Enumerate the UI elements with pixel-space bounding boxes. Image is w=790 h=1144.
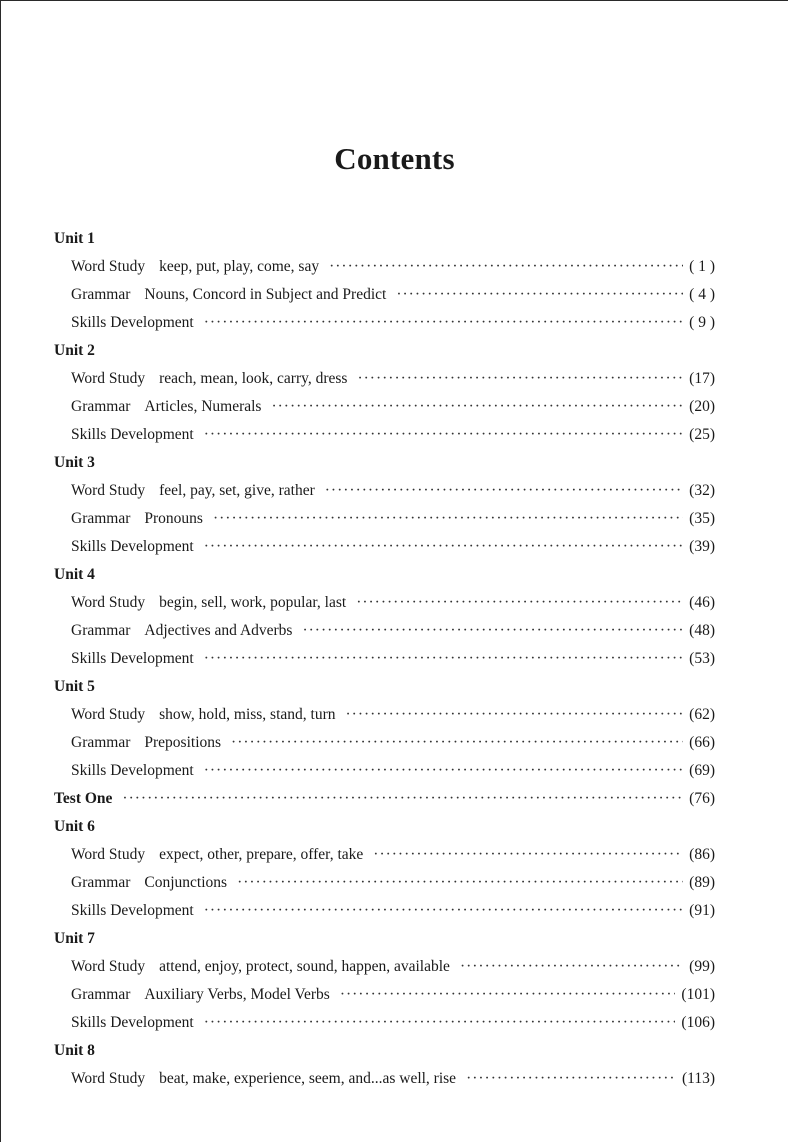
dot-leader: [231, 729, 683, 757]
page-number: ( 1 ): [689, 258, 715, 275]
page-number: (20): [689, 398, 715, 415]
toc-entry[interactable]: [54, 589, 715, 617]
toc-entry[interactable]: [54, 897, 715, 925]
dot-leader: [204, 645, 683, 673]
dot-leader: [340, 981, 676, 1009]
page-number: (53): [689, 650, 715, 667]
toc-entry[interactable]: [54, 505, 715, 533]
toc-entry[interactable]: [54, 841, 715, 869]
entry-category: Grammar: [71, 510, 131, 527]
toc-entry[interactable]: [54, 757, 715, 785]
unit-heading: Unit 3: [54, 454, 95, 471]
toc-entry[interactable]: [54, 421, 715, 449]
entry-topic: attend, enjoy, protect, sound, happen, available: [159, 958, 450, 975]
entry-category: Word Study: [71, 482, 146, 499]
entry-topic: Adjectives and Adverbs: [144, 622, 293, 639]
entry-category: Skills Development: [71, 650, 194, 667]
dot-leader: [122, 785, 683, 813]
dot-leader: [329, 253, 683, 281]
page-title: Contents: [334, 141, 455, 176]
dot-leader: [204, 533, 683, 561]
page-number: (32): [689, 482, 715, 499]
dot-leader: [325, 477, 683, 505]
toc-entry-test-one[interactable]: [54, 785, 715, 813]
entry-topic: feel, pay, set, give, rather: [159, 482, 315, 499]
dot-leader: [346, 701, 684, 729]
dot-leader: [357, 365, 683, 393]
entry-category: Grammar: [71, 398, 131, 415]
page-number: ( 9 ): [689, 314, 715, 331]
toc-entry[interactable]: [54, 477, 715, 505]
entry-category: Word Study: [71, 258, 146, 275]
entry-category: Skills Development: [71, 426, 194, 443]
entry-topic: beat, make, experience, seem, and...as well, rise: [159, 1070, 457, 1087]
dot-leader: [460, 953, 683, 981]
entry-category: Word Study: [71, 958, 146, 975]
entry-category: Skills Development: [71, 538, 194, 555]
toc-entry[interactable]: [54, 533, 715, 561]
entry-category: Word Study: [71, 370, 146, 387]
entry-topic: Nouns, Concord in Subject and Predict: [144, 286, 387, 303]
page-number: (66): [689, 734, 715, 751]
page-number: (25): [689, 426, 715, 443]
page-number: (17): [689, 370, 715, 387]
unit-heading: Unit 4: [54, 566, 95, 583]
toc-entry[interactable]: [54, 953, 715, 981]
toc-entry[interactable]: [54, 617, 715, 645]
table-of-contents: [54, 225, 715, 1093]
entry-topic: Pronouns: [144, 510, 203, 527]
toc-entry[interactable]: [54, 645, 715, 673]
toc-entry[interactable]: [54, 729, 715, 757]
entry-category: Word Study: [71, 706, 146, 723]
toc-entry[interactable]: [54, 1009, 715, 1037]
entry-category: Skills Development: [71, 314, 194, 331]
page-number: (89): [689, 874, 715, 891]
toc-entry[interactable]: [54, 1065, 715, 1093]
page-number: (35): [689, 510, 715, 527]
unit-heading: Unit 6: [54, 818, 95, 835]
entry-category: Grammar: [71, 622, 131, 639]
page-number: (113): [682, 1070, 715, 1087]
unit-heading: Unit 1: [54, 230, 95, 247]
dot-leader: [204, 309, 683, 337]
dot-leader: [466, 1065, 676, 1093]
dot-leader: [204, 421, 683, 449]
dot-leader: [204, 897, 683, 925]
entry-topic: Conjunctions: [144, 874, 228, 891]
entry-category: Skills Development: [71, 762, 194, 779]
entry-category: Grammar: [71, 874, 131, 891]
dot-leader: [302, 617, 683, 645]
dot-leader: [373, 841, 683, 869]
page-number: (46): [689, 594, 715, 611]
dot-leader: [204, 757, 683, 785]
toc-entry[interactable]: [54, 393, 715, 421]
page-number: (76): [689, 790, 715, 807]
toc-entry[interactable]: [54, 309, 715, 337]
dot-leader: [204, 1009, 676, 1037]
page-number: (91): [689, 902, 715, 919]
entry-category: Word Study: [71, 846, 146, 863]
entry-category: Skills Development: [71, 902, 194, 919]
dot-leader: [237, 869, 683, 897]
entry-category: Grammar: [71, 986, 131, 1003]
unit-heading: Unit 5: [54, 678, 95, 695]
unit-heading: Unit 2: [54, 342, 95, 359]
entry-topic: Articles, Numerals: [144, 398, 262, 415]
page-number: (48): [689, 622, 715, 639]
entry-category: Grammar: [71, 286, 131, 303]
unit-heading: Unit 7: [54, 930, 95, 947]
page-number: (69): [689, 762, 715, 779]
entry-topic: reach, mean, look, carry, dress: [159, 370, 348, 387]
entry-category: Word Study: [71, 1070, 146, 1087]
page-number: (39): [689, 538, 715, 555]
dot-leader: [356, 589, 683, 617]
toc-entry[interactable]: [54, 701, 715, 729]
toc-entry[interactable]: [54, 281, 715, 309]
toc-entry[interactable]: [54, 869, 715, 897]
entry-category: Word Study: [71, 594, 146, 611]
entry-topic: Prepositions: [144, 734, 222, 751]
entry-category: Skills Development: [71, 1014, 194, 1031]
page-number: (99): [689, 958, 715, 975]
test-heading: Test One: [54, 790, 113, 807]
page-number: (106): [681, 1014, 715, 1031]
toc-entry[interactable]: [54, 365, 715, 393]
page-number: ( 4 ): [689, 286, 715, 303]
entry-topic: begin, sell, work, popular, last: [159, 594, 347, 611]
entry-topic: show, hold, miss, stand, turn: [159, 706, 336, 723]
unit-heading: Unit 8: [54, 1042, 95, 1059]
entry-topic: Auxiliary Verbs, Model Verbs: [144, 986, 330, 1003]
page-number: (62): [689, 706, 715, 723]
entry-topic: expect, other, prepare, offer, take: [159, 846, 364, 863]
page-number: (86): [689, 846, 715, 863]
toc-entry[interactable]: [54, 253, 715, 281]
dot-leader: [213, 505, 683, 533]
entry-topic: keep, put, play, come, say: [159, 258, 320, 275]
toc-entry[interactable]: [54, 981, 715, 1009]
page-number: (101): [681, 986, 715, 1003]
dot-leader: [271, 393, 683, 421]
entry-category: Grammar: [71, 734, 131, 751]
dot-leader: [396, 281, 683, 309]
